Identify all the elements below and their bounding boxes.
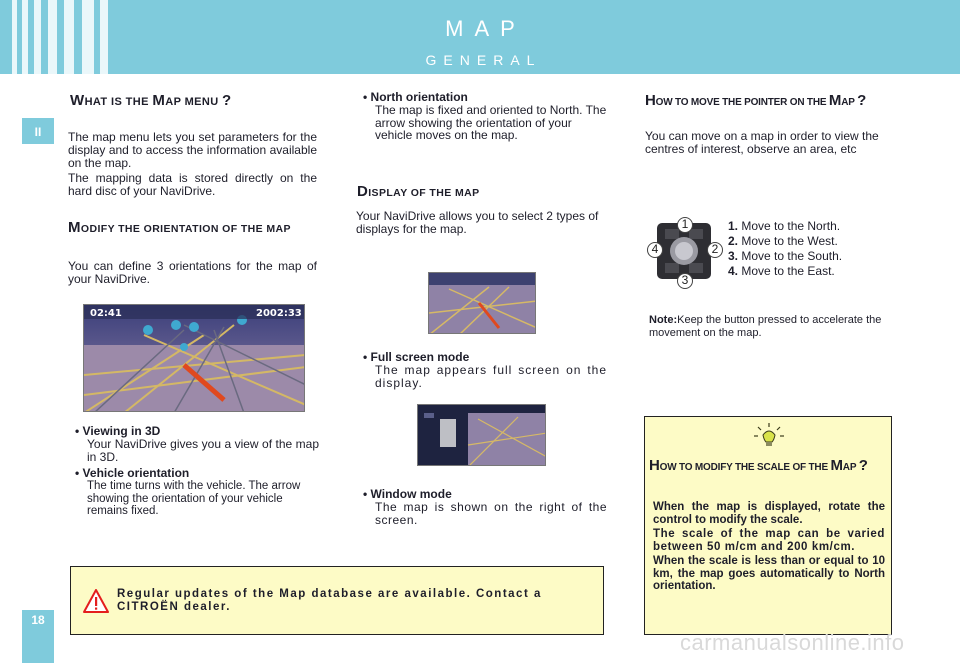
section-heading-display: DISPLAY OF THE MAP [357, 183, 480, 200]
bullet-text: The time turns with the vehicle. The arrow showing the orientation of your vehicle remains fixed. [87, 480, 301, 517]
map-3d-screenshot [83, 304, 305, 412]
section-label: II [34, 125, 42, 139]
step-number: 2. [728, 234, 739, 248]
display-paragraph: Your NaviDrive allows you to select 2 types of displays for the map. [356, 209, 599, 236]
modify-paragraph: You can define 3 orientations for the map of your NaviDrive. [68, 259, 317, 286]
bullet-title-text: Vehicle orientation [82, 466, 190, 480]
step-number: 4. [728, 264, 739, 278]
bullet-title: • Full screen mode [363, 350, 470, 364]
control-label-4: 4 [647, 242, 663, 258]
bullet-text: Your NaviDrive gives you a view of the map in 3D. [87, 437, 319, 464]
step-number: 1. [728, 219, 739, 233]
tip-body [653, 501, 885, 595]
bullet-north-orientation [363, 90, 607, 142]
bullet-window-mode [363, 487, 607, 526]
map-fullscreen-image [429, 273, 536, 334]
bullet-text: The map is fixed and oriented to North. The arrow showing the orientation of your vehicle moves on the map. [375, 103, 607, 142]
map-3d-image [84, 305, 305, 412]
what-paragraph-2: The mapping data is stored directly on the hard disc of your NaviDrive. [68, 171, 317, 198]
section-tab [22, 118, 54, 144]
map-window-screenshot [417, 404, 546, 466]
move-paragraph: You can move on a map in order to view the centres of interest, observe an area, etc [645, 129, 879, 156]
note-paragraph [649, 314, 893, 339]
bullet-title-text: Viewing in 3D [82, 424, 161, 438]
map-time-right: 2002:33 [256, 308, 302, 319]
lightbulb-icon [754, 423, 784, 449]
page-title: MAP [445, 16, 526, 41]
bullet-title: • Vehicle orientation [75, 466, 190, 480]
bullet-full-screen-mode [363, 350, 607, 389]
page-subtitle: GENERAL [425, 52, 542, 68]
bullet-title-text: Window mode [370, 487, 452, 501]
section-heading-what: WHAT IS THE MAP MENU ? [70, 92, 232, 109]
step-item [728, 264, 888, 279]
bullet-title-text: Full screen mode [370, 350, 470, 364]
warning-box [70, 566, 604, 635]
bullet-title-text: North orientation [370, 90, 468, 104]
section-heading-modify: MODIFY THE ORIENTATION OF THE MAP [68, 219, 291, 236]
step-text: Move to the West. [741, 234, 838, 248]
left-sidebar [0, 74, 54, 663]
bullet-vehicle-orientation [75, 466, 319, 518]
note-label: Note: [649, 314, 678, 326]
bullet-viewing-3d [75, 424, 319, 463]
tip-paragraph-3: When the scale is less than or equal to 10 km, the map goes automatically to North orientation. [653, 555, 885, 592]
move-steps-list [728, 219, 888, 279]
step-number: 3. [728, 249, 739, 263]
tip-paragraph-2: The scale of the map can be varied between 50 m/cm and 200 km/cm. [653, 528, 885, 553]
map-time-left: 02:41 [90, 308, 122, 319]
bullet-title: • Viewing in 3D [75, 424, 161, 438]
control-label-2: 2 [707, 242, 723, 258]
step-item [728, 249, 888, 264]
page-number: 18 [22, 610, 54, 663]
bullet-text: The map is shown on the right of the screen. [375, 500, 607, 527]
control-label-3: 3 [677, 273, 693, 289]
control-label-1: 1 [677, 217, 693, 233]
step-text: Move to the North. [741, 219, 841, 233]
watermark: carmanualsonline.info [680, 630, 905, 655]
what-paragraph-1: The map menu lets you set parameters for the display and to access the information available on the map. [68, 130, 317, 170]
tip-box [644, 416, 892, 635]
step-text: Move to the East. [741, 264, 835, 278]
map-window-image [418, 405, 546, 466]
section-heading-move: HOW TO MOVE THE POINTER ON THE MAP ? [645, 92, 867, 109]
bullet-title: • Window mode [363, 487, 452, 501]
control-pad-illustration [645, 215, 725, 291]
warning-icon [83, 589, 109, 613]
warning-text: Regular updates of the Map database are available. Contact a CITROËN dealer. [117, 588, 542, 613]
map-fullscreen-screenshot [428, 272, 536, 334]
note-text: Keep the button pressed to accelerate the movement on the map. [649, 314, 882, 339]
bullet-title: • North orientation [363, 90, 468, 104]
step-text: Move to the South. [741, 249, 843, 263]
step-item [728, 219, 888, 234]
bullet-text: The map appears full screen on the display. [375, 363, 607, 390]
tip-paragraph-1: When the map is displayed, rotate the control to modify the scale. [653, 501, 885, 526]
step-item [728, 234, 888, 249]
tip-heading: HOW TO MODIFY THE SCALE OF THE MAP ? [649, 457, 868, 474]
